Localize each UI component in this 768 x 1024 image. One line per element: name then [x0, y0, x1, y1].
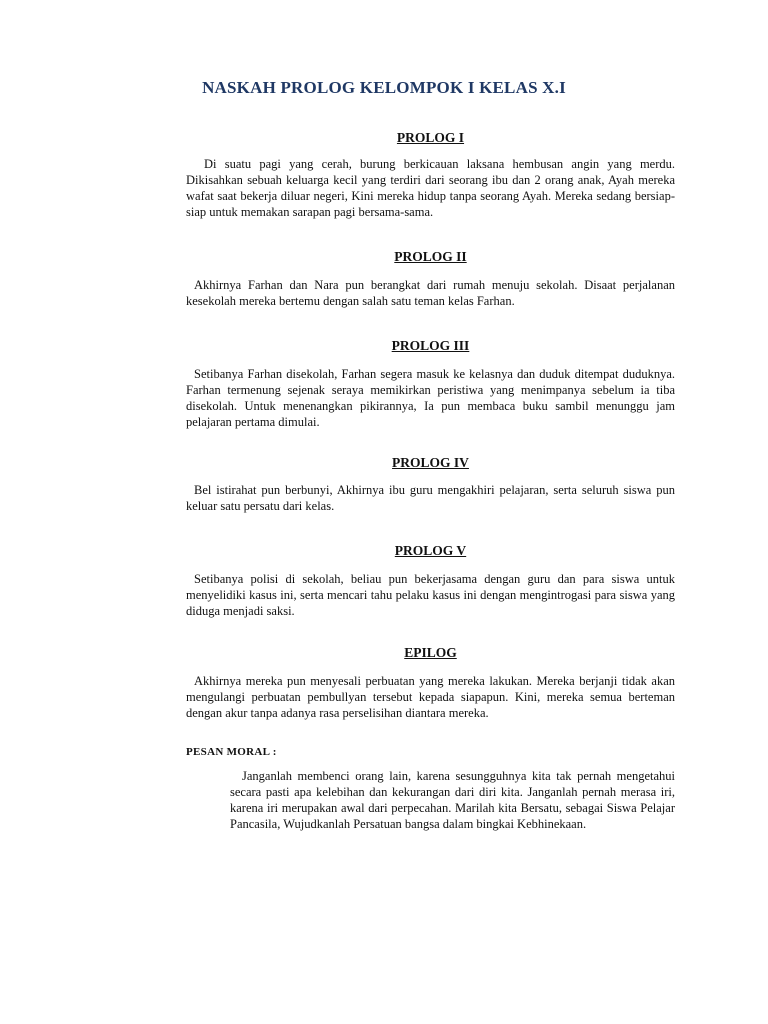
section-heading: PROLOG III [391, 338, 470, 353]
section-body: Di suatu pagi yang cerah, burung berkicauan laksana hembusan angin yang merdu. Dikisahkan sebuah keluarga kecil yang terdiri dari seorang ibu dan 2 orang anak, Ayah mereka wafat saat bekerja diluar negeri, Kini mereka hidup tanpa seorang Ayah. Mereka sedang bersiap-siap untuk memakan sarapan pagi bersama-sama. [186, 157, 675, 219]
moral-label: PESAN MORAL : [186, 746, 277, 758]
section-prolog-1 [186, 130, 675, 220]
section-heading: EPILOG [404, 645, 457, 660]
section-heading: PROLOG I [396, 130, 465, 145]
section-epilog [186, 645, 675, 721]
section-body: Akhirnya mereka pun menyesali perbuatan yang mereka lakukan. Mereka berjanji tidak akan mengulangi perbuatan pembullyan tersebut kepada siapapun. Kini, mereka semua berteman dengan akur tanpa adanya rasa perselisihan diantara mereka. [186, 674, 675, 720]
section-body: Akhirnya Farhan dan Nara pun berangkat dari rumah menuju sekolah. Disaat perjalanan kesekolah mereka bertemu dengan salah satu teman kelas Farhan. [186, 278, 675, 308]
section-body: Bel istirahat pun berbunyi, Akhirnya ibu guru mengakhiri pelajaran, serta seluruh siswa pun keluar satu persatu dari kelas. [186, 483, 675, 513]
section-prolog-4 [186, 455, 675, 514]
section-body: Setibanya polisi di sekolah, beliau pun bekerjasama dengan guru dan para siswa untuk menyelidiki kasus ini, serta mencari tahu pelaku kasus ini dengan mengintrogasi para siswa yang diduga menjadi saksi. [186, 572, 675, 618]
section-prolog-5 [186, 543, 675, 619]
section-prolog-3 [186, 338, 675, 430]
section-prolog-2 [186, 249, 675, 309]
moral-text: Janganlah membenci orang lain, karena sesungguhnya kita tak pernah mengetahui secara pasti apa kelebihan dan kekurangan dari diri kita. Janganlah pernah merasa iri, karena iri merupakan awal dari perpecahan. Marilah kita Bersatu, sebagai Siswa Pelajar Pancasila, Wujudkanlah Persatuan bangsa dalam bingkai Kebhinekaan. [230, 769, 675, 831]
section-heading: PROLOG IV [392, 455, 469, 470]
section-heading: PROLOG II [394, 249, 467, 264]
document-title: NASKAH PROLOG KELOMPOK I KELAS X.I [202, 78, 566, 97]
section-body: Setibanya Farhan disekolah, Farhan segera masuk ke kelasnya dan duduk ditempat duduknya. Farhan termenung sejenak seraya memikirkan peristiwa yang menimpanya sebelum ia tiba disekolah. Untuk menenangkan pikirannya, Ia pun membaca buku sambil menunggu jam pelajaran pertama dimulai. [186, 367, 675, 429]
section-heading: PROLOG V [394, 543, 467, 558]
